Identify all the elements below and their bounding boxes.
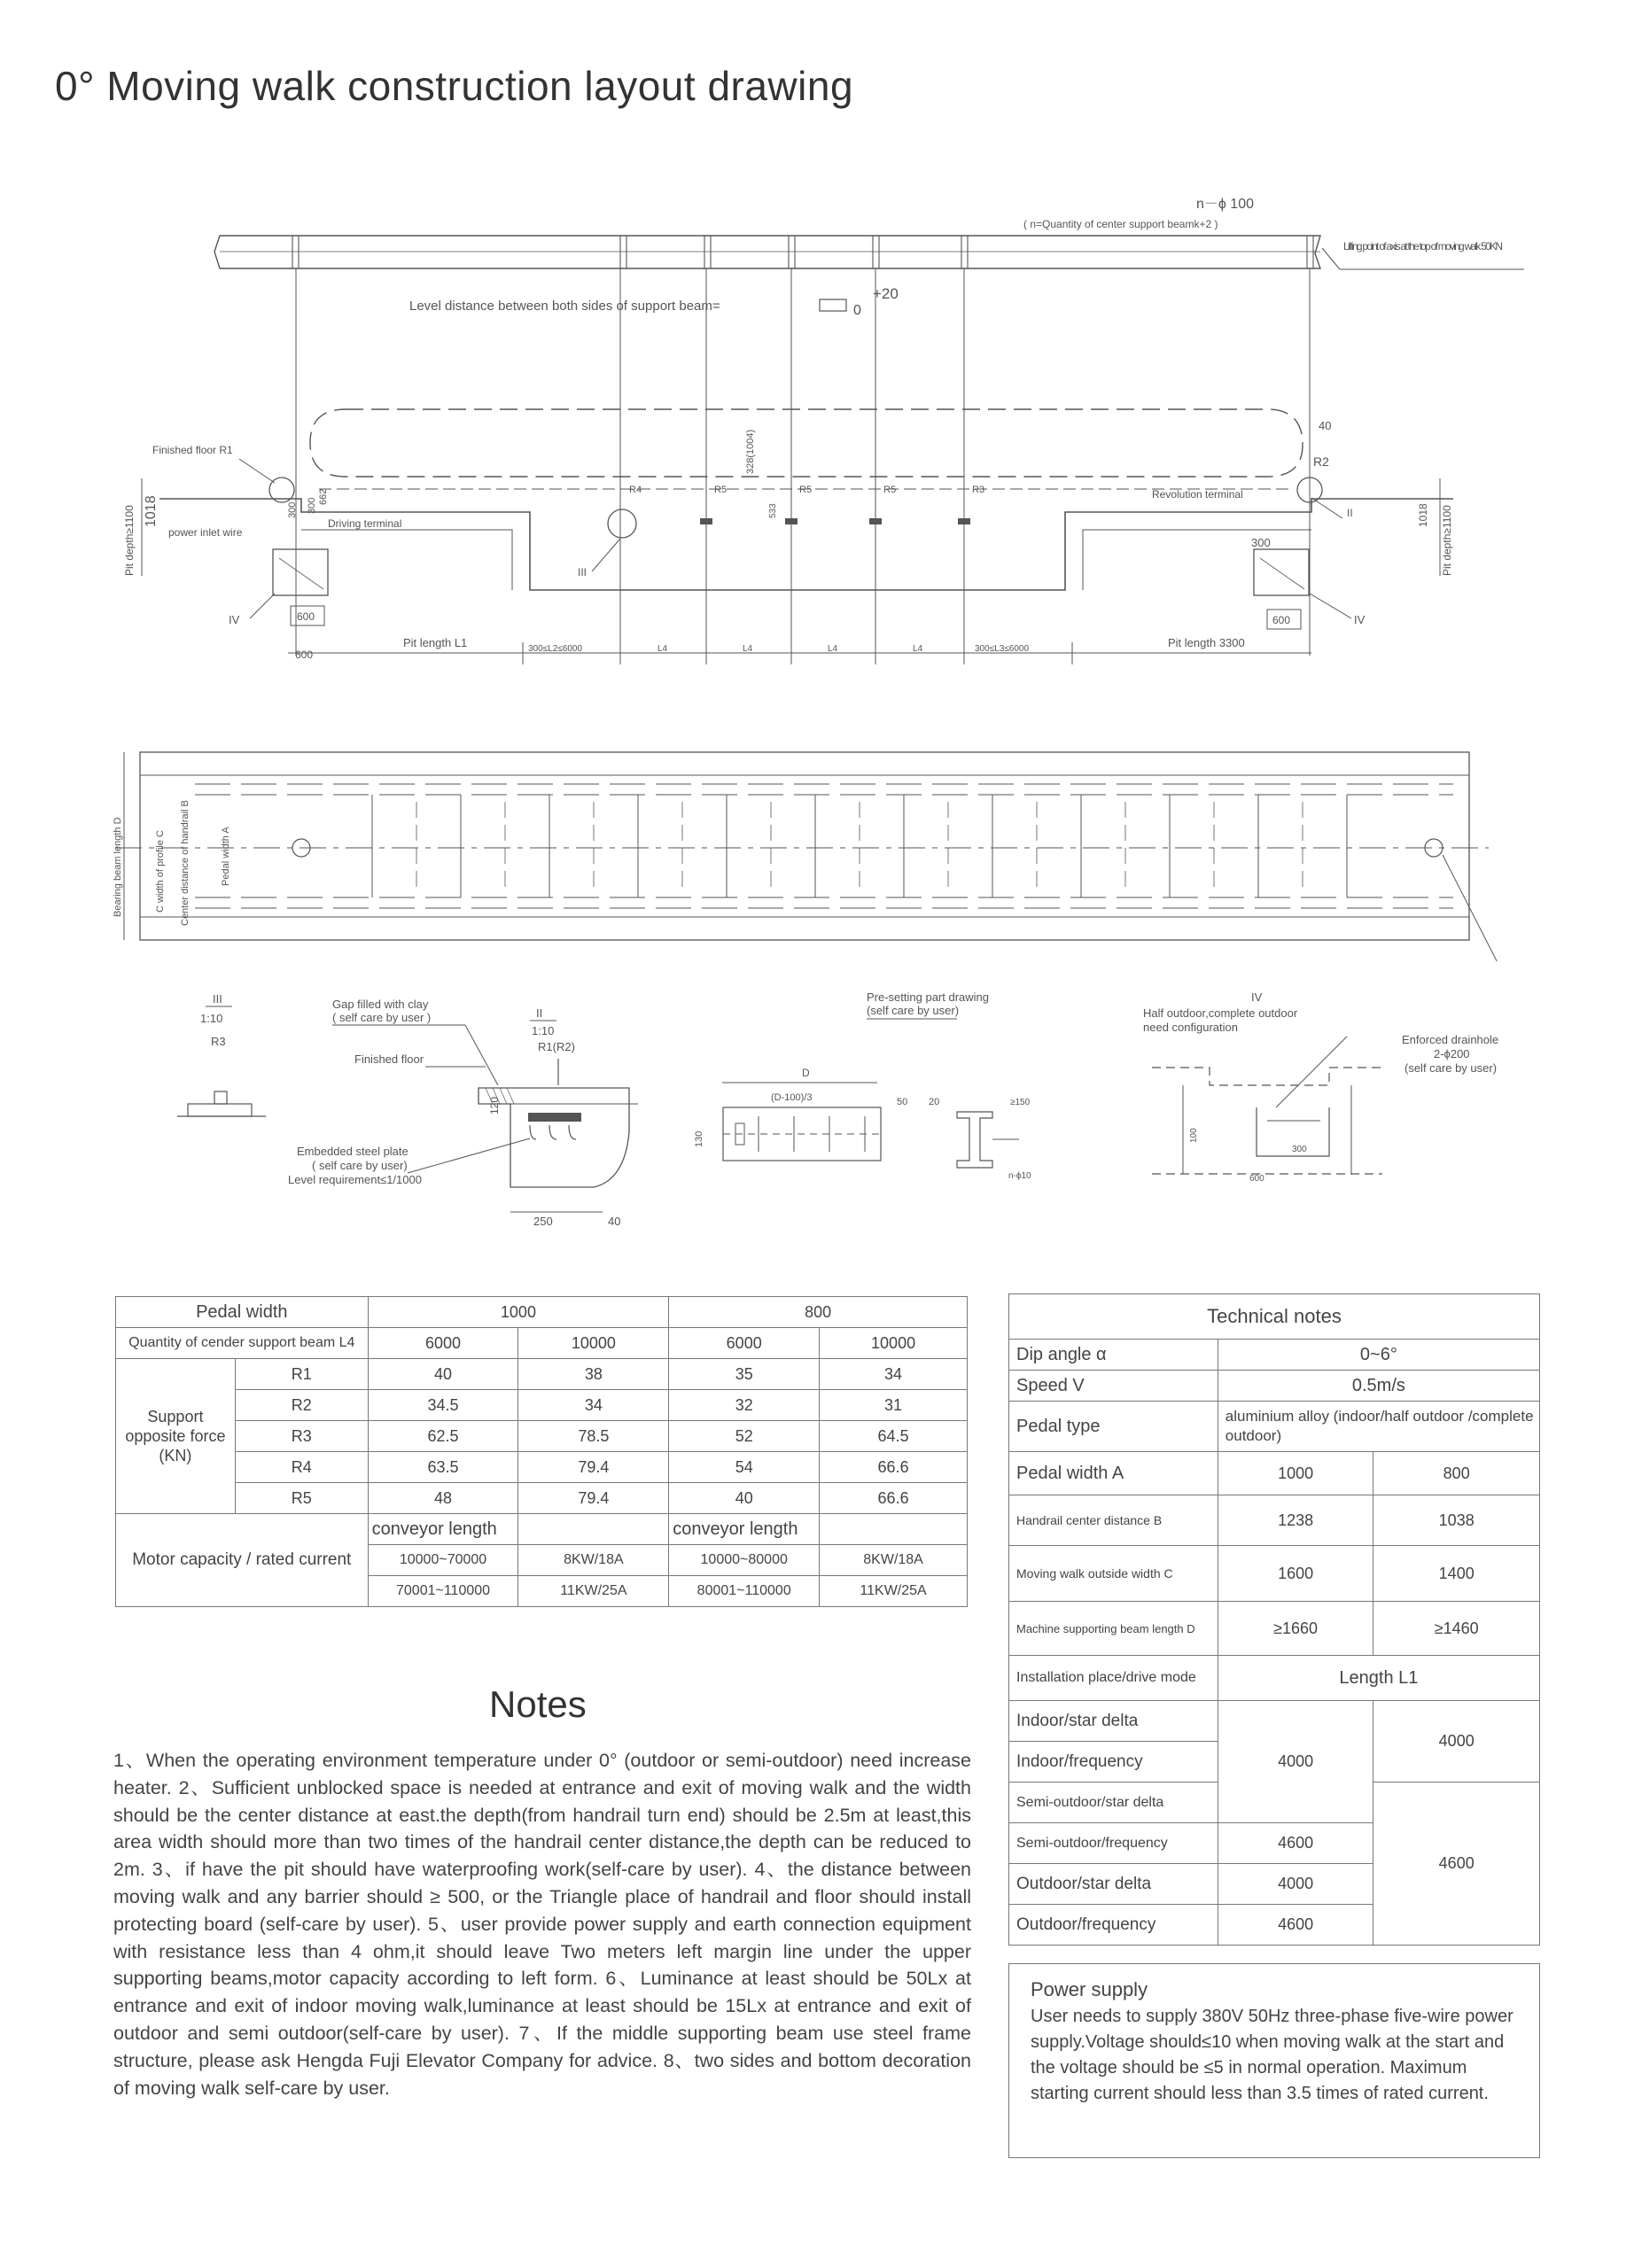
dim-533-label: 533	[768, 503, 778, 518]
table-cell: 34.5	[368, 1390, 518, 1421]
table-cell: ≥1460	[1373, 1602, 1540, 1656]
l3-range-label: 300≤L3≤6000	[975, 644, 1030, 654]
mode-label: Indoor/star delta	[1009, 1701, 1218, 1742]
conveyor-length-header: conveyor length	[669, 1514, 820, 1545]
tolerance-plus: +20	[873, 285, 899, 302]
table-cell: 1238	[1218, 1495, 1373, 1546]
table-cell: 40	[368, 1359, 518, 1390]
roman-ii-right: II	[1347, 507, 1353, 519]
width-profile-label: C width of profile C	[155, 830, 166, 913]
iv-dim-600: 600	[1249, 1174, 1264, 1184]
dim-50-label: 50	[897, 1097, 908, 1107]
dim-1018-left: 1018	[144, 495, 159, 527]
row-label: R5	[235, 1483, 368, 1514]
table-cell: 78.5	[518, 1421, 669, 1452]
dip-value: 0~6°	[1218, 1340, 1539, 1371]
power-heading: Power supply	[1031, 1978, 1148, 2000]
gap-clay-label: Gap filled with clay	[332, 998, 429, 1011]
embedded-plate-sub: ( self care by user)	[312, 1159, 408, 1172]
table-cell: 1038	[1373, 1495, 1540, 1546]
detail-ii-label: II	[536, 1006, 543, 1020]
handrail-label: Handrail center distance B	[1009, 1495, 1218, 1546]
table-cell: 11KW/25A	[518, 1576, 669, 1607]
length-l1-header: Length L1	[1218, 1656, 1539, 1701]
table-cell: 8KW/18A	[518, 1545, 669, 1576]
drainhole-size: 2-ϕ200	[1434, 1047, 1470, 1060]
table-cell: 4000	[1218, 1864, 1373, 1905]
support-force-label: Support opposite force (KN)	[116, 1359, 236, 1514]
notes-body: 1、When the operating environment temperature under 0° (outdoor or semi-outdoor) need increase heater. 2、Sufficient unblocked space is needed at entrance and exit of moving walk and the width should be the center distance at east.the depth(from handrail turn end) should be 2.5m at least,this area width should more than two times of the handrail center distance,the depth can be reduced to 2m. 3、if have the pit should have waterproofing work(self-care by user). 4、the distance between moving walk and any barrier should ≥ 500, or the Triangle place of handrail and floor should install protecting board (self-care by user). 5、user provide power supply and earth connection equipment with resistance less than 4 ohm,it should leave Two meters left margin line under the upper supporting beams,motor capacity according to left form. 6、Luminance at least should be 50Lx at entrance and exit of indoor moving walk,luminance at least should be 15Lx at entrance and exit of outdoor and semi outdoor(self-care by user). 7、If the middle supporting beam use steel frame structure, please ask Hengda Fuji Elevator Company for advice. 8、two sides and bottom decoration of moving walk self-care by user.	[113, 1750, 971, 2099]
table-cell: 40	[669, 1483, 820, 1514]
tolerance-zero: 0	[853, 303, 861, 318]
r5-label-3: R5	[883, 485, 897, 495]
detail-iii-label: III	[213, 992, 222, 1006]
detail-iv-label: IV	[1251, 990, 1263, 1004]
phi10-label: n-ϕ10	[1008, 1171, 1031, 1181]
machine-beam-label: Machine supporting beam length D	[1009, 1602, 1218, 1656]
table-cell	[518, 1514, 669, 1545]
mode-label: Indoor/frequency	[1009, 1742, 1218, 1783]
install-label: Installation place/drive mode	[1009, 1656, 1218, 1701]
l4-label-4: L4	[913, 644, 923, 654]
pit-depth-left: Pit depth≥1100	[123, 505, 136, 576]
level-distance-label: Level distance between both sides of support beam=	[409, 299, 720, 314]
table-cell: 1400	[1373, 1546, 1540, 1602]
table-cell: 66.6	[820, 1483, 968, 1514]
motor-label: Motor capacity / rated current	[116, 1514, 369, 1607]
detail-drawings	[0, 975, 1634, 1240]
table-cell: 10000~80000	[669, 1545, 820, 1576]
width-800-header: 800	[669, 1297, 968, 1328]
l2-range-label: 300≤L2≤6000	[528, 644, 583, 654]
row-label: R2	[235, 1390, 368, 1421]
pit-length-3300-label: Pit length 3300	[1168, 636, 1245, 649]
revolution-terminal-label: Revolution terminal	[1152, 488, 1243, 501]
dim-300-label-2: 300	[307, 497, 317, 514]
half-outdoor-label: Half outdoor,complete outdoor	[1143, 1006, 1298, 1020]
table-cell: 32	[669, 1390, 820, 1421]
table-cell: 34	[518, 1390, 669, 1421]
table-cell: 4600	[1218, 1823, 1373, 1864]
notes-heading: Notes	[489, 1683, 587, 1725]
drainhole-sub: (self care by user)	[1404, 1061, 1498, 1075]
table-cell: 11KW/25A	[820, 1576, 968, 1607]
table-cell: 66.6	[820, 1452, 968, 1483]
table-cell: 48	[368, 1483, 518, 1514]
mode-label: Outdoor/frequency	[1009, 1905, 1218, 1946]
mode-label: Semi-outdoor/frequency	[1009, 1823, 1218, 1864]
embedded-plate-label: Embedded steel plate	[297, 1145, 408, 1158]
speed-label: Speed V	[1009, 1371, 1218, 1402]
tech-title: Technical notes	[1009, 1294, 1540, 1340]
finished-floor-label: Finished floor	[354, 1052, 424, 1066]
gap-clay-sub: ( self care by user )	[332, 1011, 432, 1024]
detail-iii-r3: R3	[211, 1035, 226, 1048]
r2-label: R2	[1313, 454, 1329, 469]
iv-dim-100: 100	[1189, 1128, 1199, 1143]
table-cell	[820, 1514, 968, 1545]
dim-1018-right: 1018	[1417, 503, 1429, 527]
pit-length-l1-label: Pit length L1	[403, 636, 468, 649]
table-cell: 4600	[1218, 1905, 1373, 1946]
page-title: 0° Moving walk construction layout drawing	[55, 63, 854, 109]
technical-notes-table	[1008, 1293, 1540, 1946]
driving-terminal-label: Driving terminal	[328, 517, 402, 530]
conveyor-length-header: conveyor length	[368, 1514, 518, 1545]
table-cell: 1600	[1218, 1546, 1373, 1602]
dim-40-right: 40	[1319, 419, 1332, 432]
pedal-type-value: aluminium alloy (indoor/half outdoor /complete outdoor)	[1218, 1402, 1539, 1452]
mode-label: Outdoor/star delta	[1009, 1864, 1218, 1905]
table-cell: 79.4	[518, 1452, 669, 1483]
lifting-point-label: Lifting point of axis at the top of moving walk 50KN	[1343, 240, 1503, 252]
dim-130-label: 130	[694, 1130, 704, 1147]
table-cell: 4600	[1373, 1783, 1540, 1946]
table-cell: 64.5	[820, 1421, 968, 1452]
table-cell: 31	[820, 1390, 968, 1421]
d-minus-label: (D-100)/3	[771, 1092, 813, 1103]
need-config-label: need configuration	[1143, 1021, 1238, 1034]
outside-width-label: Moving walk outside width C	[1009, 1546, 1218, 1602]
length-cell: 6000	[669, 1328, 820, 1359]
handrail-center-label: Center distance of handrail B	[180, 800, 191, 926]
table-cell: 52	[669, 1421, 820, 1452]
table-cell: 4000	[1218, 1701, 1373, 1823]
pedal-width-header: Pedal width	[116, 1297, 369, 1328]
pedal-width-label: Pedal width A	[221, 827, 231, 886]
table-cell: 35	[669, 1359, 820, 1390]
finished-floor-r1-label: Finished floor R1	[152, 444, 233, 456]
dim-328-label: 328(1004)	[745, 429, 756, 474]
quantity-header: Quantity of cender support beam L4	[116, 1328, 369, 1359]
r3-label: R3	[972, 485, 985, 495]
table-cell: 800	[1373, 1452, 1540, 1495]
table-cell: 79.4	[518, 1483, 669, 1514]
row-label: R4	[235, 1452, 368, 1483]
table-cell: 63.5	[368, 1452, 518, 1483]
dim-600-left: 600	[297, 610, 315, 623]
length-cell: 6000	[368, 1328, 518, 1359]
table-cell: ≥1660	[1218, 1602, 1373, 1656]
table-cell: 8KW/18A	[820, 1545, 968, 1576]
n-phi-label: n－ϕ 100	[1196, 197, 1255, 212]
dim-150-label: ≥150	[1010, 1098, 1031, 1107]
r5-label-1: R5	[714, 485, 728, 495]
power-supply-box	[1008, 1963, 1540, 2158]
table-cell: 70001~110000	[368, 1576, 518, 1607]
dim-20-label: 20	[929, 1097, 940, 1107]
d-label: D	[802, 1067, 810, 1079]
dim-300-label: 300	[287, 501, 298, 518]
support-force-table	[115, 1296, 968, 1607]
table-cell: 1000	[1218, 1452, 1373, 1495]
power-inlet-label: power inlet wire	[168, 526, 243, 539]
power-text: User needs to supply 380V 50Hz three-phase five-wire power supply.Voltage should≤10 when moving walk at the start and the voltage should be ≤5 in normal operation. Maximum starting current should less than 3.5 times of rated current.	[1031, 2007, 1513, 2103]
iv-dim-300: 300	[1292, 1145, 1307, 1154]
length-cell: 10000	[518, 1328, 669, 1359]
dim-600-right: 600	[1272, 614, 1291, 626]
roman-iii-label: III	[578, 566, 587, 579]
speed-value: 0.5m/s	[1218, 1371, 1539, 1402]
roman-iv-right: IV	[1354, 613, 1366, 626]
n-quantity-label: ( n=Quantity of center support beamk+2 )	[1023, 218, 1218, 230]
presetting-label: Pre-setting part drawing	[867, 990, 990, 1004]
pedal-type-label: Pedal type	[1009, 1402, 1218, 1452]
length-cell: 10000	[820, 1328, 968, 1359]
l4-label-3: L4	[828, 644, 838, 654]
table-cell: 54	[669, 1452, 820, 1483]
dim-40-label: 40	[608, 1215, 621, 1228]
table-cell: 38	[518, 1359, 669, 1390]
row-label: R3	[235, 1421, 368, 1452]
detail-ii-r1r2: R1(R2)	[538, 1040, 575, 1053]
presetting-sub: (self care by user)	[867, 1004, 960, 1017]
dip-label: Dip angle α	[1009, 1340, 1218, 1371]
l4-label-2: L4	[743, 644, 753, 654]
r4-label: R4	[629, 485, 642, 495]
table-cell: 4000	[1373, 1701, 1540, 1783]
plan-drawing	[0, 740, 1634, 961]
r5-label-2: R5	[799, 485, 813, 495]
level-req-label: Level requirement≤1/1000	[288, 1173, 422, 1186]
dim-300-right: 300	[1251, 536, 1271, 549]
dim-250-label: 250	[533, 1215, 553, 1228]
drainhole-label: Enforced drainhole	[1402, 1033, 1499, 1046]
table-cell: 62.5	[368, 1421, 518, 1452]
r4-support-icon	[608, 509, 636, 538]
l4-label-1: L4	[657, 644, 668, 654]
table-cell: 80001~110000	[669, 1576, 820, 1607]
mode-label: Semi-outdoor/star delta	[1009, 1783, 1218, 1823]
dim-600-left-2: 600	[295, 649, 314, 661]
detail-iii-scale: 1:10	[200, 1012, 223, 1025]
dim-662-label: 662	[318, 488, 329, 505]
table-cell: 34	[820, 1359, 968, 1390]
roman-iv-left: IV	[229, 613, 240, 626]
pit-depth-right: Pit depth≥1100	[1441, 505, 1453, 576]
detail-ii-scale: 1:10	[532, 1024, 555, 1037]
bearing-beam-label: Bearing beam length D	[113, 817, 123, 917]
pedal-width-label: Pedal width A	[1009, 1452, 1218, 1495]
row-label: R1	[235, 1359, 368, 1390]
dim-120-label: 120	[488, 1096, 501, 1115]
width-1000-header: 1000	[368, 1297, 669, 1328]
table-cell: 10000~70000	[368, 1545, 518, 1576]
